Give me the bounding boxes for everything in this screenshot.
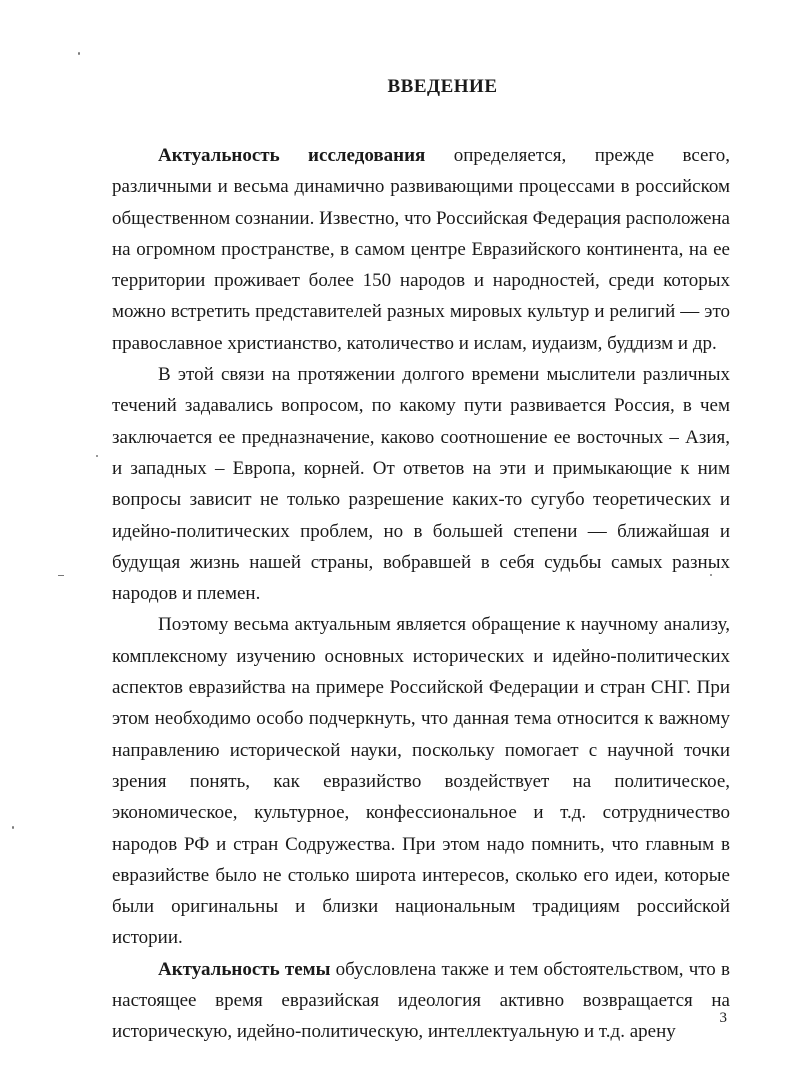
paragraph-1-text: определяется, прежде всего, различными и весьма динамично развивающими процессами в российском общественном сознании. Известно, что Российская Федерация расположена на огромном пространстве, в самом центре Евразийского континента, на ее территории проживает более 150 народов и народностей, среди которых можно встретить представителей разных мировых культур и религий — это православное христианство, католичество и ислам, иудаизм, буддизм и др. <box>112 145 730 354</box>
paragraph-4 <box>112 954 730 1048</box>
page-title: ВВЕДЕНИЕ <box>387 76 498 97</box>
body-text <box>112 140 730 1048</box>
paragraph-3 <box>112 609 730 953</box>
paragraph-4-bold-lead: Актуальность темы <box>158 958 331 980</box>
paragraph-3-text: Поэтому весьма актуальным является обращение к научному анализу, комплексному изучению основных исторических и идейно-политических аспектов евразийства на примере Российской Федерации и стран СНГ. При этом необходимо особо подчеркнуть, что данная тема относится к важному направлению исторической науки, поскольку помогает с научной точки зрения понять, как евразийство воздействует на политическое, экономическое, культурное, конфессиональное и т.д. сотрудничество народов РФ и стран Содружества. При этом надо помнить, что главным в евразийстве было не столько широта интересов, сколько его идеи, которые были оригинальны и близки национальным традициям российской истории. <box>112 614 730 949</box>
scan-speck <box>12 826 14 829</box>
scan-speck <box>58 575 64 576</box>
paragraph-2-text: В этой связи на протяжении долгого времени мыслители различных течений задавались вопросом, по какому пути развивается Россия, в чем заключается ее предназначение, каково соотношение ее восточных – Азия, и западных – Европа, корней. От ответов на эти и примыкающие к ним вопросы зависит не только разрешение каких-то сугубо теоретических и идейно-политических проблем, но в большей степени — ближайшая и будущая жизнь нашей страны, вобравшей в себя судьбы самых разных народов и племен. <box>112 364 730 605</box>
paragraph-2 <box>112 359 730 609</box>
paragraph-1 <box>112 140 730 359</box>
page-number: 3 <box>719 1010 727 1026</box>
scan-speck <box>96 455 98 457</box>
scan-speck <box>78 52 80 55</box>
scan-speck <box>710 574 712 576</box>
paragraph-1-bold-lead: Актуальность исследования <box>158 145 426 166</box>
paragraph-4-text: обусловлена также и тем обстоятельством, что в настоящее время евразийская идеология активно возвращается на историческую, идейно-политическую, интеллектуальную и т.д. арену <box>112 958 730 1043</box>
